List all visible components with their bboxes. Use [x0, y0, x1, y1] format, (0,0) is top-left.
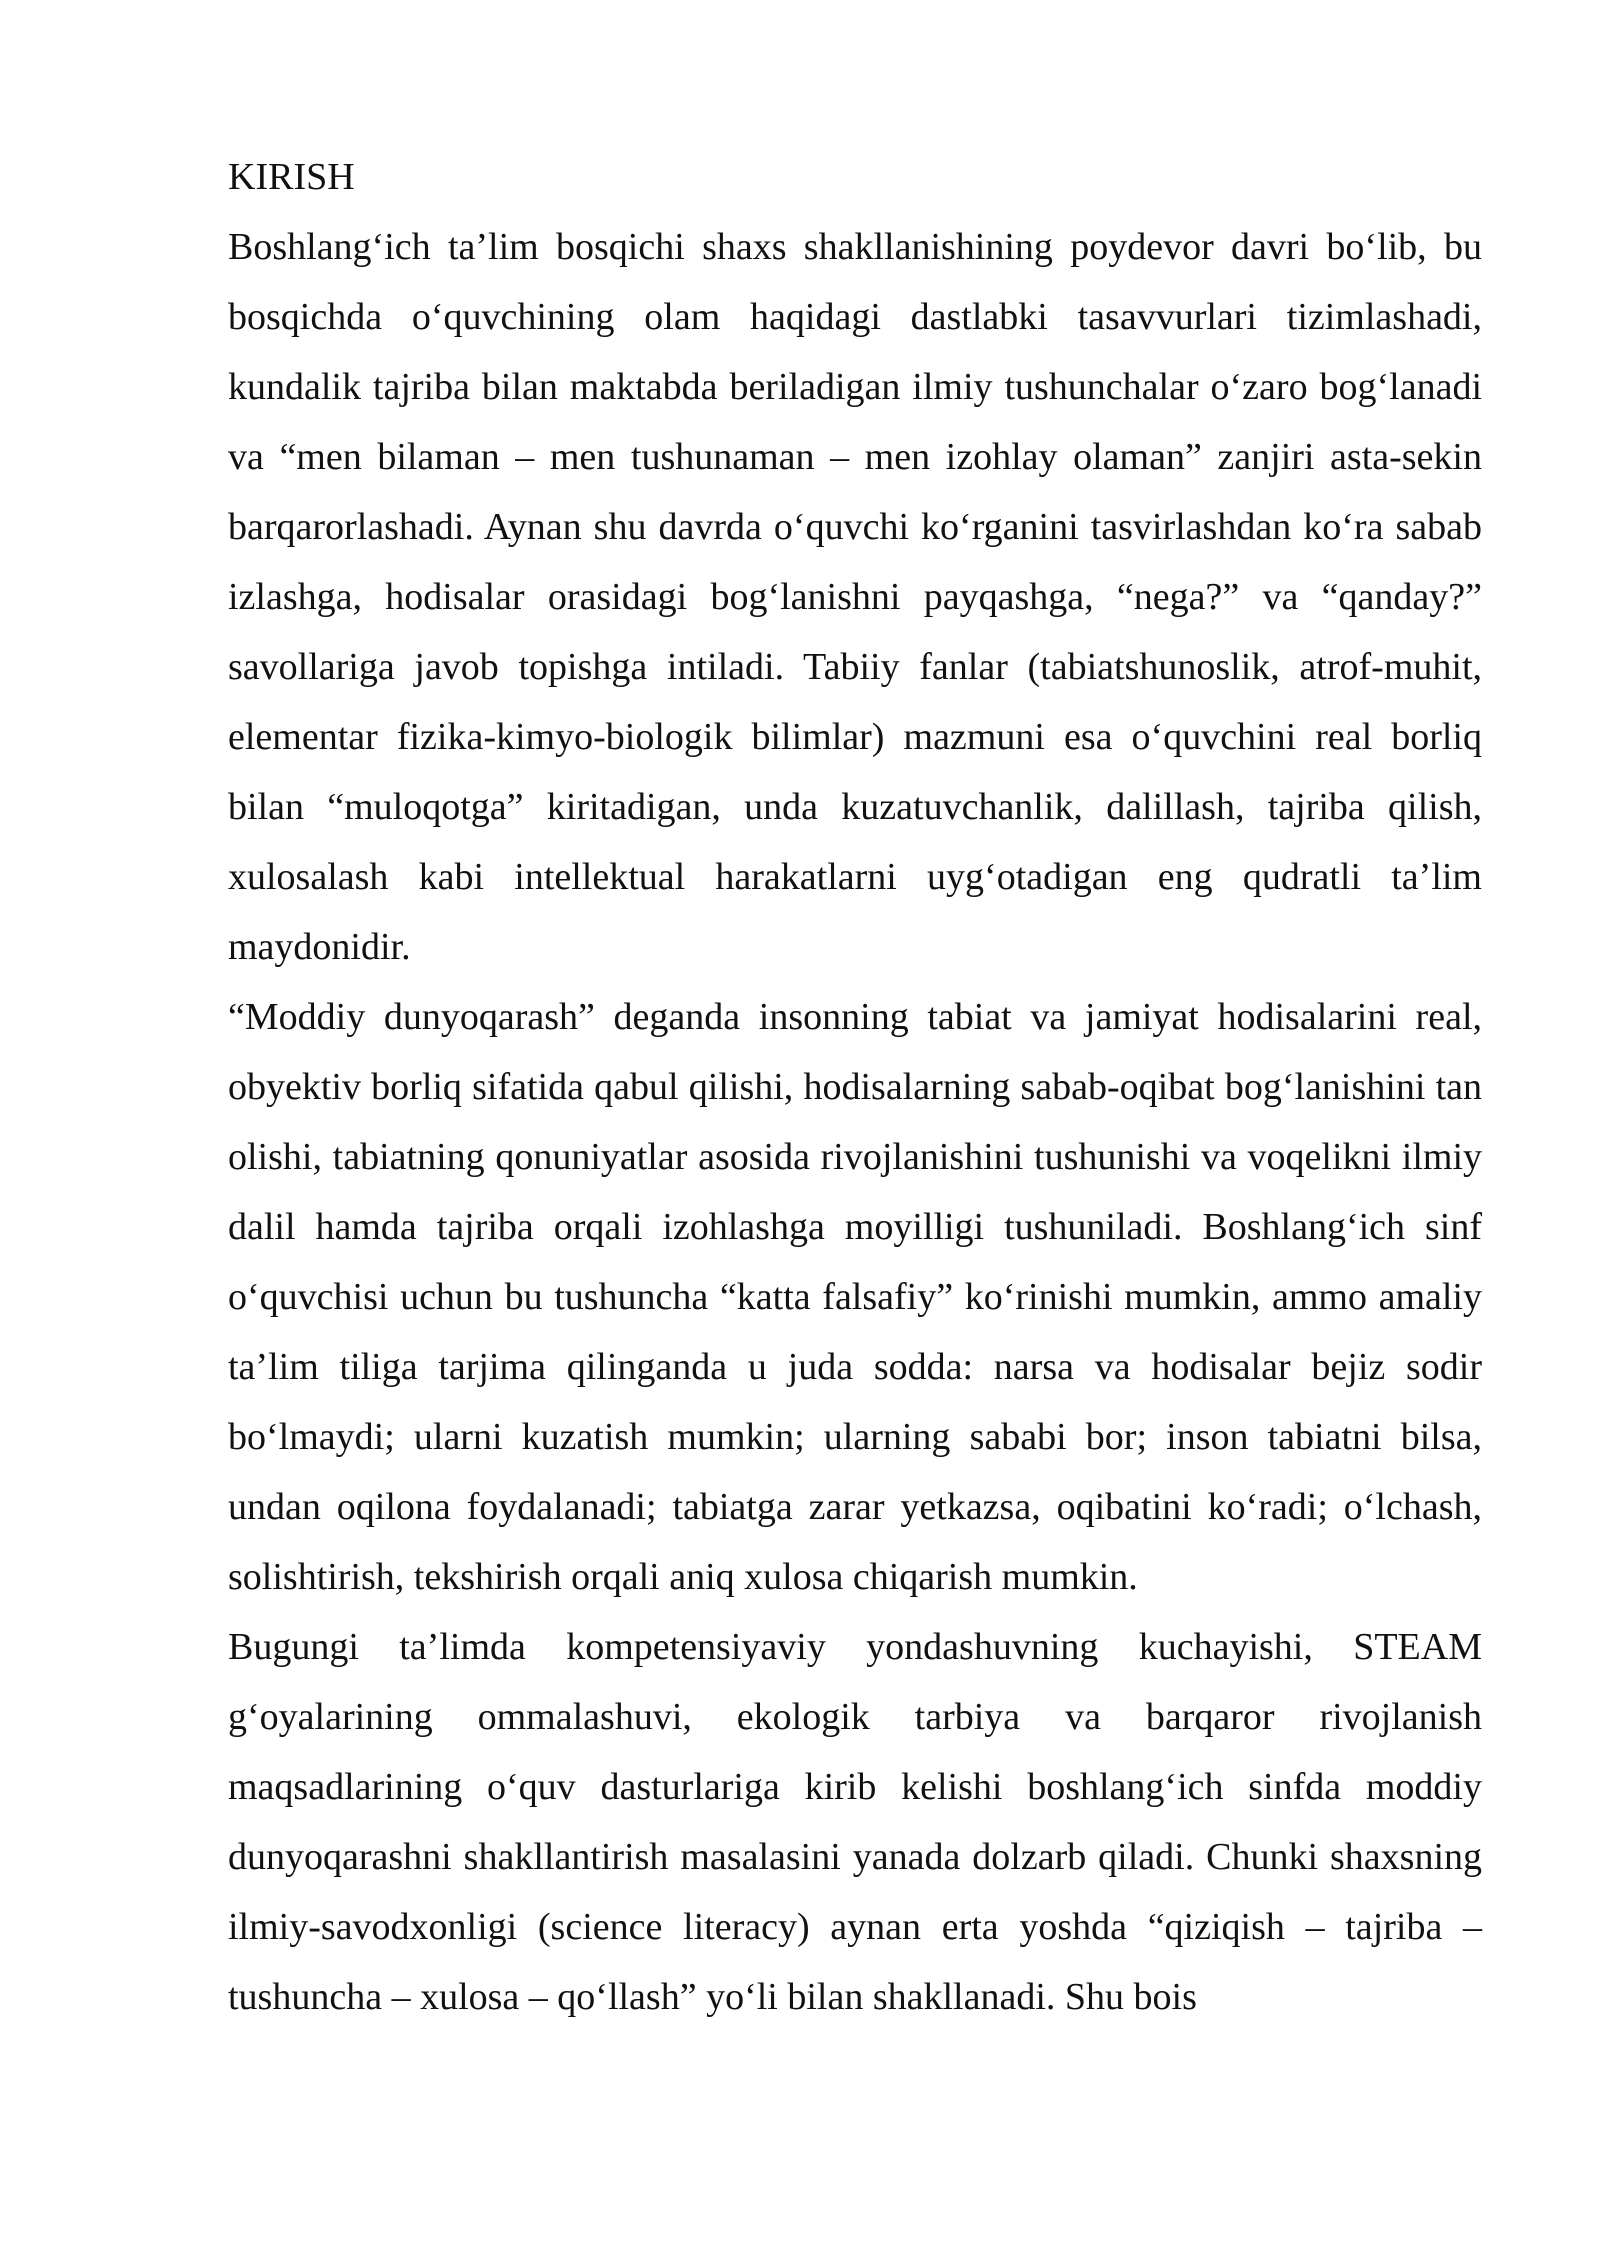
document-body	[228, 142, 1482, 2032]
paragraph-2: “Moddiy dunyoqarash” deganda insonning tabiat va jamiyat hodisalarini real, obyektiv borliq sifatida qabul qilishi, hodisalarning sabab-oqibat bog‘lanishini tan olishi, tabiatning qonuniyatlar asosida rivojlanishini tushunishi va voqelikni ilmiy dalil hamda tajriba orqali izohlashga moyilligi tushuniladi. Boshlang‘ich sinf o‘quvchisi uchun bu tushuncha “katta falsafiy” ko‘rinishi mumkin, ammo amaliy ta’lim tiliga tarjima qilinganda u juda sodda: narsa va hodisalar bejiz sodir bo‘lmaydi; ularni kuzatish mumkin; ularning sababi bor; inson tabiatni bilsa, undan oqilona foydalanadi; tabiatga zarar yetkazsa, oqibatini ko‘radi; o‘lchash, solishtirish, tekshirish orqali aniq xulosa chiqarish mumkin.	[228, 996, 1482, 1598]
paragraph-1: Boshlang‘ich ta’lim bosqichi shaxs shakllanishining poydevor davri bo‘lib, bu bosqichda o‘quvchining olam haqidagi dastlabki tasavvurlari tizimlashadi, kundalik tajriba bilan maktabda beriladigan ilmiy tushunchalar o‘zaro bog‘lanadi va “men bilaman – men tushunaman – men izohlay olaman” zanjiri asta-sekin barqarorlashadi. Aynan shu davrda o‘quvchi ko‘rganini tasvirlashdan ko‘ra sabab izlashga, hodisalar orasidagi bog‘lanishni payqashga, “nega?” va “qanday?” savollariga javob topishga intiladi. Tabiiy fanlar (tabiatshunoslik, atrof-muhit, elementar fizika-kimyo-biologik bilimlar) mazmuni esa o‘quvchini real borliq bilan “muloqotga” kiritadigan, unda kuzatuvchanlik, dalillash, tajriba qilish, xulosalash kabi intellektual harakatlarni uyg‘otadigan eng qudratli ta’lim maydonidir.	[228, 226, 1482, 968]
section-heading: KIRISH	[228, 156, 355, 198]
paragraph-3: Bugungi ta’limda kompetensiyaviy yondashuvning kuchayishi, STEAM g‘oyalarining ommalashuvi, ekologik tarbiya va barqaror rivojlanish maqsadlarining o‘quv dasturlariga kirib kelishi boshlang‘ich sinfda moddiy dunyoqarashni shakllantirish masalasini yanada dolzarb qiladi. Chunki shaxsning ilmiy-savodxonligi (science literacy) aynan erta yoshda “qiziqish – tajriba – tushuncha – xulosa – qo‘llash” yo‘li bilan shakllanadi. Shu bois	[228, 1626, 1482, 2018]
